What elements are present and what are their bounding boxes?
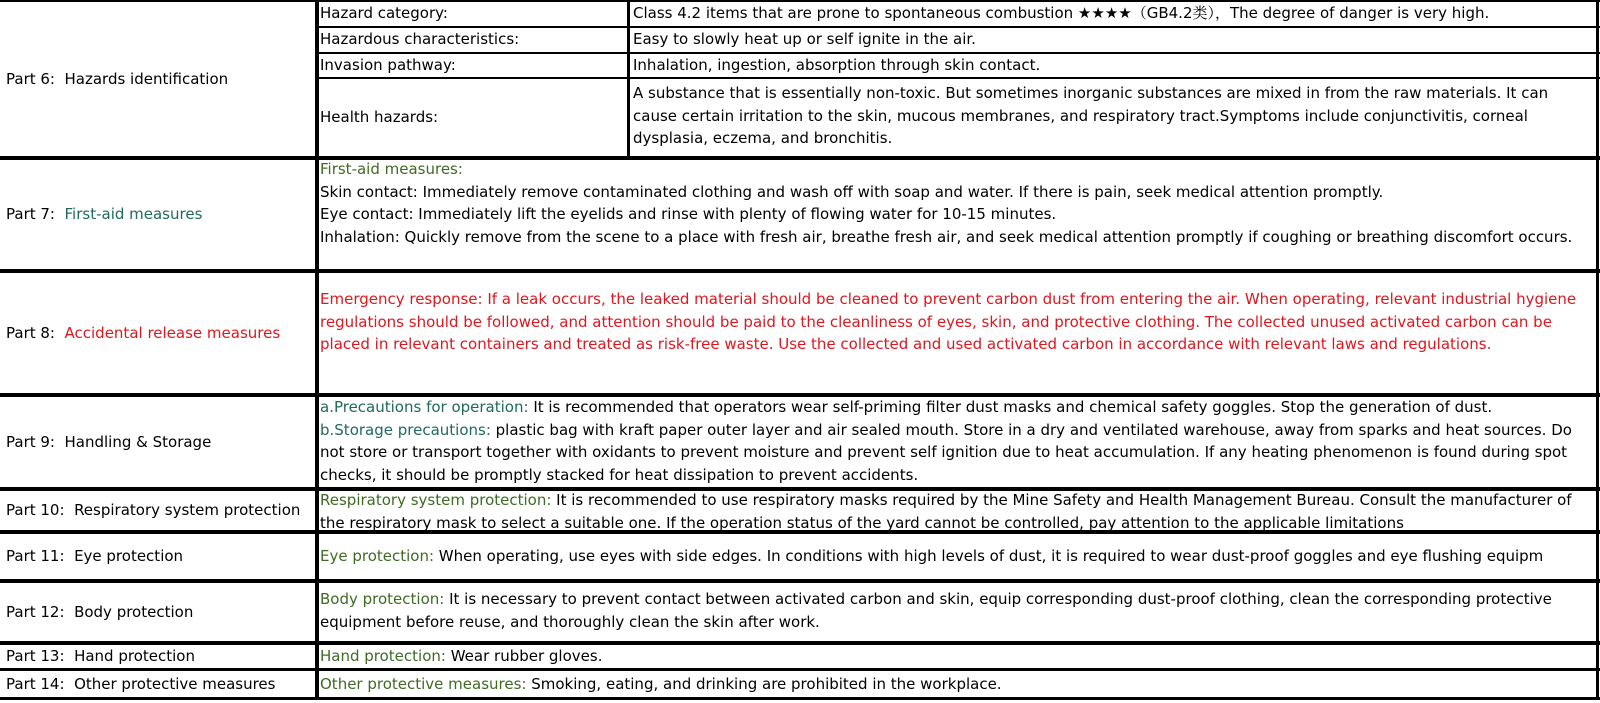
eye-protection-lead: Eye protection: — [320, 547, 435, 566]
part13-label — [6, 645, 316, 668]
part9-label-prefix: Part 9: — [6, 432, 65, 451]
health-hazards-value: A substance that is essentially non-toxic. But sometimes inorganic substances are mixed in from the raw materials. It can cause certain irritation to the skin, mucous membranes, and respiratory tract.Symptoms include conjunctivitis, corneal dysplasia, eczema, and bronchitis. — [633, 84, 1549, 147]
first-aid-cell — [320, 158, 1595, 269]
inhalation-line: Inhalation: Quickly remove from the scene to a place with fresh air, breathe fresh air, and seek medical attention promptly if coughing or breathing discomfort occurs. — [320, 227, 1573, 246]
invasion-pathway-key: Invasion pathway: — [320, 56, 456, 74]
part6-label-text: Hazards identification — [64, 69, 229, 88]
part7-label — [6, 160, 316, 269]
part7-label-text: First-aid measures — [64, 205, 203, 224]
part14-label-prefix: Part 14: — [6, 674, 75, 693]
part9-label-text: Handling & Storage — [64, 432, 212, 451]
part14-label — [6, 671, 316, 697]
operation-precautions-lead: a.Precautions for operation: — [320, 398, 529, 416]
part6-label-prefix: Part 6: — [6, 69, 65, 88]
first-aid-heading: First-aid measures: — [320, 160, 463, 178]
part8-label-text: Accidental release measures — [64, 323, 281, 342]
handling-storage-cell — [320, 396, 1595, 487]
operation-precautions-text: It is recommended that operators wear self-priming filter dust masks and chemical safety goggles. Stop the generation of dust. — [528, 398, 1493, 416]
other-protection-lead: Other protective measures: — [320, 675, 527, 693]
emergency-response-text: Emergency response: If a leak occurs, the leaked material should be cleaned to prevent carbon dust from entering the air. When operating, relevant industrial hygiene regulations should be followed, and attention should be paid to the cleanliness of eyes, skin, and protective clothing. The collected unused activated carbon can be placed in relevant containers and treated as risk-free waste. Use the collected and used activated carbon in accordance with relevant laws and regulations. — [320, 290, 1577, 353]
other-protection-text: Smoking, eating, and drinking are prohibited in the workplace. — [526, 675, 1002, 693]
part10-label-text: Respiratory system protection — [74, 501, 301, 520]
part7-label-prefix: Part 7: — [6, 205, 65, 224]
part13-label-text: Hand protection — [74, 647, 195, 666]
hand-protection-cell — [320, 645, 1595, 668]
hazardous-characteristics-key: Hazardous characteristics: — [320, 30, 520, 48]
part11-label — [6, 534, 316, 579]
part13-label-prefix: Part 13: — [6, 647, 75, 666]
part12-label-prefix: Part 12: — [6, 602, 75, 621]
respiratory-protection-cell — [320, 489, 1595, 530]
part11-label-text: Eye protection — [74, 547, 184, 566]
part8-label — [6, 273, 316, 393]
part8-label-prefix: Part 8: — [6, 323, 65, 342]
part12-label-text: Body protection — [74, 602, 194, 621]
eye-protection-cell — [320, 534, 1595, 579]
storage-precautions-text: plastic bag with kraft paper outer layer and air sealed mouth. Store in a dry and ventilated warehouse, away from sparks and heat sources. Do not store or transport together with oxidants to prevent moisture and prevent self ignition due to heat accumulation. If any heating phenomenon is found during spot checks, it should be promptly stacked for heat dissipation to prevent accidents. — [320, 420, 1572, 484]
part12-label — [6, 583, 316, 641]
skin-contact-line: Skin contact: Immediately remove contaminated clothing and wash off with soap and water. If there is pain, seek medical attention promptly. — [320, 182, 1384, 201]
health-hazards-key-cell — [320, 79, 625, 156]
health-hazards-key: Health hazards: — [320, 108, 439, 127]
eye-protection-text: When operating, use eyes with side edges. In conditions with high levels of dust, it is required to wear dust-proof goggles and eye flushing equipm — [434, 547, 1544, 566]
body-protection-text: It is necessary to prevent contact between activated carbon and skin, equip corresponding dust-proof clothing, clean the corresponding protective equipment before reuse, and thoroughly clean the skin after work. — [320, 590, 1552, 631]
part10-label-prefix: Part 10: — [6, 501, 75, 520]
storage-precautions-lead: b.Storage precautions: — [320, 420, 491, 439]
respiratory-protection-text: It is recommended to use respiratory masks required by the Mine Safety and Health Management Bureau. Consult the manufacturer of the respiratory mask to select a suitable one. If the operation status of the yard cannot be controlled, pay attention to the applicable limitations — [320, 491, 1572, 530]
hazardous-characteristics-value: Easy to slowly heat up or self ignite in the air. — [633, 30, 976, 48]
part14-label-text: Other protective measures — [74, 674, 276, 693]
hazard-category-key: Hazard category: — [320, 4, 448, 22]
invasion-pathway-value: Inhalation, ingestion, absorption through skin contact. — [633, 56, 1041, 74]
respiratory-protection-lead: Respiratory system protection: — [320, 491, 552, 509]
body-protection-lead: Body protection: — [320, 590, 445, 608]
body-protection-cell — [320, 588, 1595, 639]
hazard-category-value: Class 4.2 items that are prone to spontaneous combustion ★★★★（GB4.2类），The degree of danger is very high. — [633, 4, 1490, 22]
part11-label-prefix: Part 11: — [6, 547, 75, 566]
part6-label — [6, 2, 316, 156]
eye-contact-line: Eye contact: Immediately lift the eyelids and rinse with plenty of flowing water for 10-15 minutes. — [320, 205, 1057, 223]
part10-label — [6, 491, 316, 530]
other-protection-cell — [320, 671, 1595, 697]
hand-protection-lead: Hand protection: — [320, 647, 446, 665]
part9-label — [6, 397, 316, 487]
hand-protection-text: Wear rubber gloves. — [445, 647, 603, 665]
